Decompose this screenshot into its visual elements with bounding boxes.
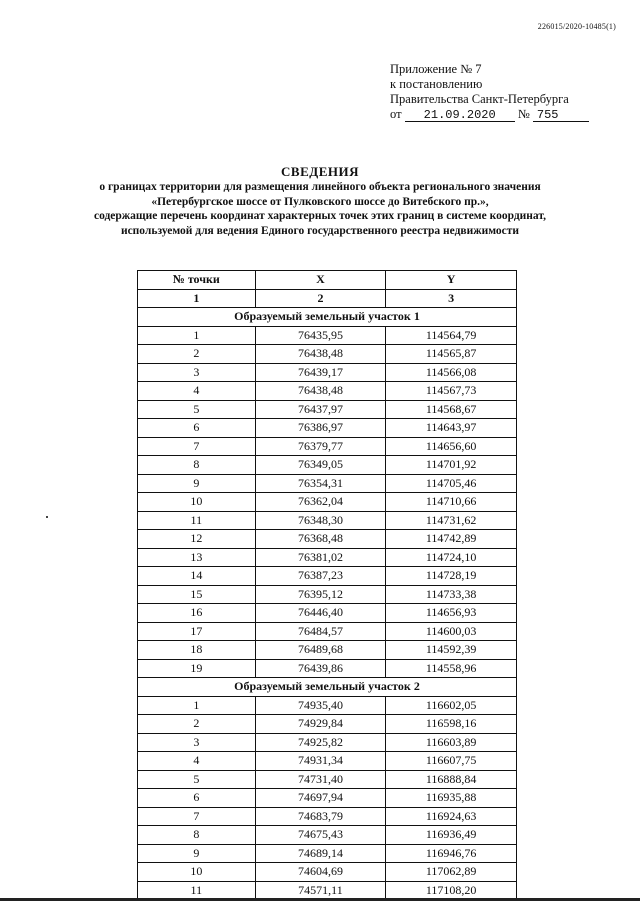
x-cell: 76435,95 <box>255 326 386 345</box>
section-row <box>138 308 517 327</box>
column-index: 1 <box>138 289 256 308</box>
appendix-line-3: Правительства Санкт-Петербурга <box>390 92 569 106</box>
y-cell: 114656,60 <box>386 437 517 456</box>
x-cell: 74925,82 <box>255 733 386 752</box>
resolution-date: 21.09.2020 <box>405 109 515 122</box>
point-number-cell: 14 <box>138 567 256 586</box>
appendix-line-4 <box>390 107 620 122</box>
x-cell: 76381,02 <box>255 548 386 567</box>
table-row <box>138 419 517 438</box>
x-cell: 76348,30 <box>255 511 386 530</box>
table-row <box>138 622 517 641</box>
point-number-cell: 10 <box>138 863 256 882</box>
page-bottom-edge <box>0 898 640 901</box>
x-cell: 74931,34 <box>255 752 386 771</box>
point-number-cell: 4 <box>138 382 256 401</box>
column-index: 3 <box>386 289 517 308</box>
y-cell: 114643,97 <box>386 419 517 438</box>
x-cell: 76386,97 <box>255 419 386 438</box>
y-cell: 117062,89 <box>386 863 517 882</box>
scan-speck <box>46 516 48 518</box>
table-row <box>138 752 517 771</box>
table-row <box>138 567 517 586</box>
point-number-cell: 12 <box>138 530 256 549</box>
title-line-2: «Петербургское шоссе от Пулковского шоссе до Витебского пр.», <box>151 195 489 208</box>
y-cell: 114733,38 <box>386 585 517 604</box>
point-number-cell: 3 <box>138 733 256 752</box>
y-cell: 114568,67 <box>386 400 517 419</box>
point-number-cell: 2 <box>138 345 256 364</box>
y-cell: 116602,05 <box>386 696 517 715</box>
point-number-cell: 5 <box>138 770 256 789</box>
x-cell: 76438,48 <box>255 345 386 364</box>
point-number-cell: 1 <box>138 696 256 715</box>
table-row <box>138 733 517 752</box>
header-point-number: № точки <box>138 271 256 290</box>
point-number-cell: 10 <box>138 493 256 512</box>
point-number-cell: 15 <box>138 585 256 604</box>
point-number-cell: 1 <box>138 326 256 345</box>
point-number-cell: 7 <box>138 807 256 826</box>
y-cell: 116607,75 <box>386 752 517 771</box>
title-line-4: используемой для ведения Единого государственного реестра недвижимости <box>120 224 520 237</box>
x-cell: 76387,23 <box>255 567 386 586</box>
x-cell: 76362,04 <box>255 493 386 512</box>
table-row <box>138 382 517 401</box>
x-cell: 74571,11 <box>255 881 386 900</box>
table-row <box>138 863 517 882</box>
table-row <box>138 881 517 900</box>
table-row <box>138 548 517 567</box>
point-number-cell: 9 <box>138 474 256 493</box>
column-index: 2 <box>255 289 386 308</box>
y-cell: 114567,73 <box>386 382 517 401</box>
y-cell: 114566,08 <box>386 363 517 382</box>
y-cell: 114656,93 <box>386 604 517 623</box>
point-number-cell: 4 <box>138 752 256 771</box>
table-row <box>138 585 517 604</box>
x-cell: 74675,43 <box>255 826 386 845</box>
table-row <box>138 437 517 456</box>
x-cell: 76489,68 <box>255 641 386 660</box>
table-row <box>138 400 517 419</box>
point-number-cell: 8 <box>138 456 256 475</box>
x-cell: 76437,97 <box>255 400 386 419</box>
y-cell: 117108,20 <box>386 881 517 900</box>
y-cell: 114592,39 <box>386 641 517 660</box>
y-cell: 114731,62 <box>386 511 517 530</box>
point-number-cell: 11 <box>138 511 256 530</box>
point-number-cell: 6 <box>138 419 256 438</box>
section-title: Образуемый земельный участок 1 <box>138 308 517 327</box>
y-cell: 116936,49 <box>386 826 517 845</box>
y-cell: 114564,79 <box>386 326 517 345</box>
x-cell: 76484,57 <box>255 622 386 641</box>
title-heading: СВЕДЕНИЯ <box>281 164 359 179</box>
y-cell: 116924,63 <box>386 807 517 826</box>
x-cell: 74935,40 <box>255 696 386 715</box>
appendix-block <box>390 62 620 122</box>
x-cell: 76395,12 <box>255 585 386 604</box>
point-number-cell: 3 <box>138 363 256 382</box>
table-row <box>138 844 517 863</box>
y-cell: 114742,89 <box>386 530 517 549</box>
table-row <box>138 807 517 826</box>
number-label: № <box>517 107 530 121</box>
y-cell: 116603,89 <box>386 733 517 752</box>
table-row <box>138 530 517 549</box>
x-cell: 76446,40 <box>255 604 386 623</box>
y-cell: 116598,16 <box>386 715 517 734</box>
table-row <box>138 770 517 789</box>
table-row <box>138 474 517 493</box>
section-title: Образуемый земельный участок 2 <box>138 678 517 697</box>
table-row <box>138 326 517 345</box>
point-number-cell: 2 <box>138 715 256 734</box>
y-cell: 114710,66 <box>386 493 517 512</box>
x-cell: 76349,05 <box>255 456 386 475</box>
title-line-1: о границах территории для размещения линейного объекта регионального значения <box>99 181 541 193</box>
y-cell: 114565,87 <box>386 345 517 364</box>
point-number-cell: 7 <box>138 437 256 456</box>
coordinates-table <box>137 270 517 900</box>
point-number-cell: 5 <box>138 400 256 419</box>
x-cell: 74929,84 <box>255 715 386 734</box>
y-cell: 114600,03 <box>386 622 517 641</box>
x-cell: 74697,94 <box>255 789 386 808</box>
y-cell: 116946,76 <box>386 844 517 863</box>
table-row <box>138 696 517 715</box>
point-number-cell: 9 <box>138 844 256 863</box>
appendix-line-1: Приложение № 7 <box>390 62 482 76</box>
x-cell: 76354,31 <box>255 474 386 493</box>
appendix-prefix: от <box>390 107 402 121</box>
x-cell: 76438,48 <box>255 382 386 401</box>
x-cell: 74689,14 <box>255 844 386 863</box>
point-number-cell: 17 <box>138 622 256 641</box>
table-row <box>138 789 517 808</box>
document-title <box>0 164 640 238</box>
title-line-3: содержащие перечень координат характерных точек этих границ в системе координат, <box>93 210 547 222</box>
x-cell: 76379,77 <box>255 437 386 456</box>
column-index-row <box>138 289 517 308</box>
table-row <box>138 715 517 734</box>
table-row <box>138 456 517 475</box>
table-row <box>138 493 517 512</box>
table-row <box>138 363 517 382</box>
y-cell: 114728,19 <box>386 567 517 586</box>
point-number-cell: 19 <box>138 659 256 678</box>
point-number-cell: 6 <box>138 789 256 808</box>
appendix-line-2: к постановлению <box>390 77 483 91</box>
y-cell: 114705,46 <box>386 474 517 493</box>
table-row <box>138 511 517 530</box>
header-x: X <box>255 271 386 290</box>
table-row <box>138 641 517 660</box>
y-cell: 114558,96 <box>386 659 517 678</box>
point-number-cell: 8 <box>138 826 256 845</box>
y-cell: 114701,92 <box>386 456 517 475</box>
table-header-row <box>138 271 517 290</box>
y-cell: 116935,88 <box>386 789 517 808</box>
x-cell: 76368,48 <box>255 530 386 549</box>
section-row <box>138 678 517 697</box>
point-number-cell: 18 <box>138 641 256 660</box>
x-cell: 76439,86 <box>255 659 386 678</box>
x-cell: 74731,40 <box>255 770 386 789</box>
point-number-cell: 16 <box>138 604 256 623</box>
point-number-cell: 13 <box>138 548 256 567</box>
x-cell: 76439,17 <box>255 363 386 382</box>
x-cell: 74683,79 <box>255 807 386 826</box>
table-row <box>138 345 517 364</box>
table-row <box>138 659 517 678</box>
point-number-cell: 11 <box>138 881 256 900</box>
document-id: 226015/2020-10485(1) <box>537 22 616 31</box>
table-row <box>138 604 517 623</box>
y-cell: 116888,84 <box>386 770 517 789</box>
x-cell: 74604,69 <box>255 863 386 882</box>
header-y: Y <box>386 271 517 290</box>
resolution-number: 755 <box>533 109 589 122</box>
table-row <box>138 826 517 845</box>
y-cell: 114724,10 <box>386 548 517 567</box>
